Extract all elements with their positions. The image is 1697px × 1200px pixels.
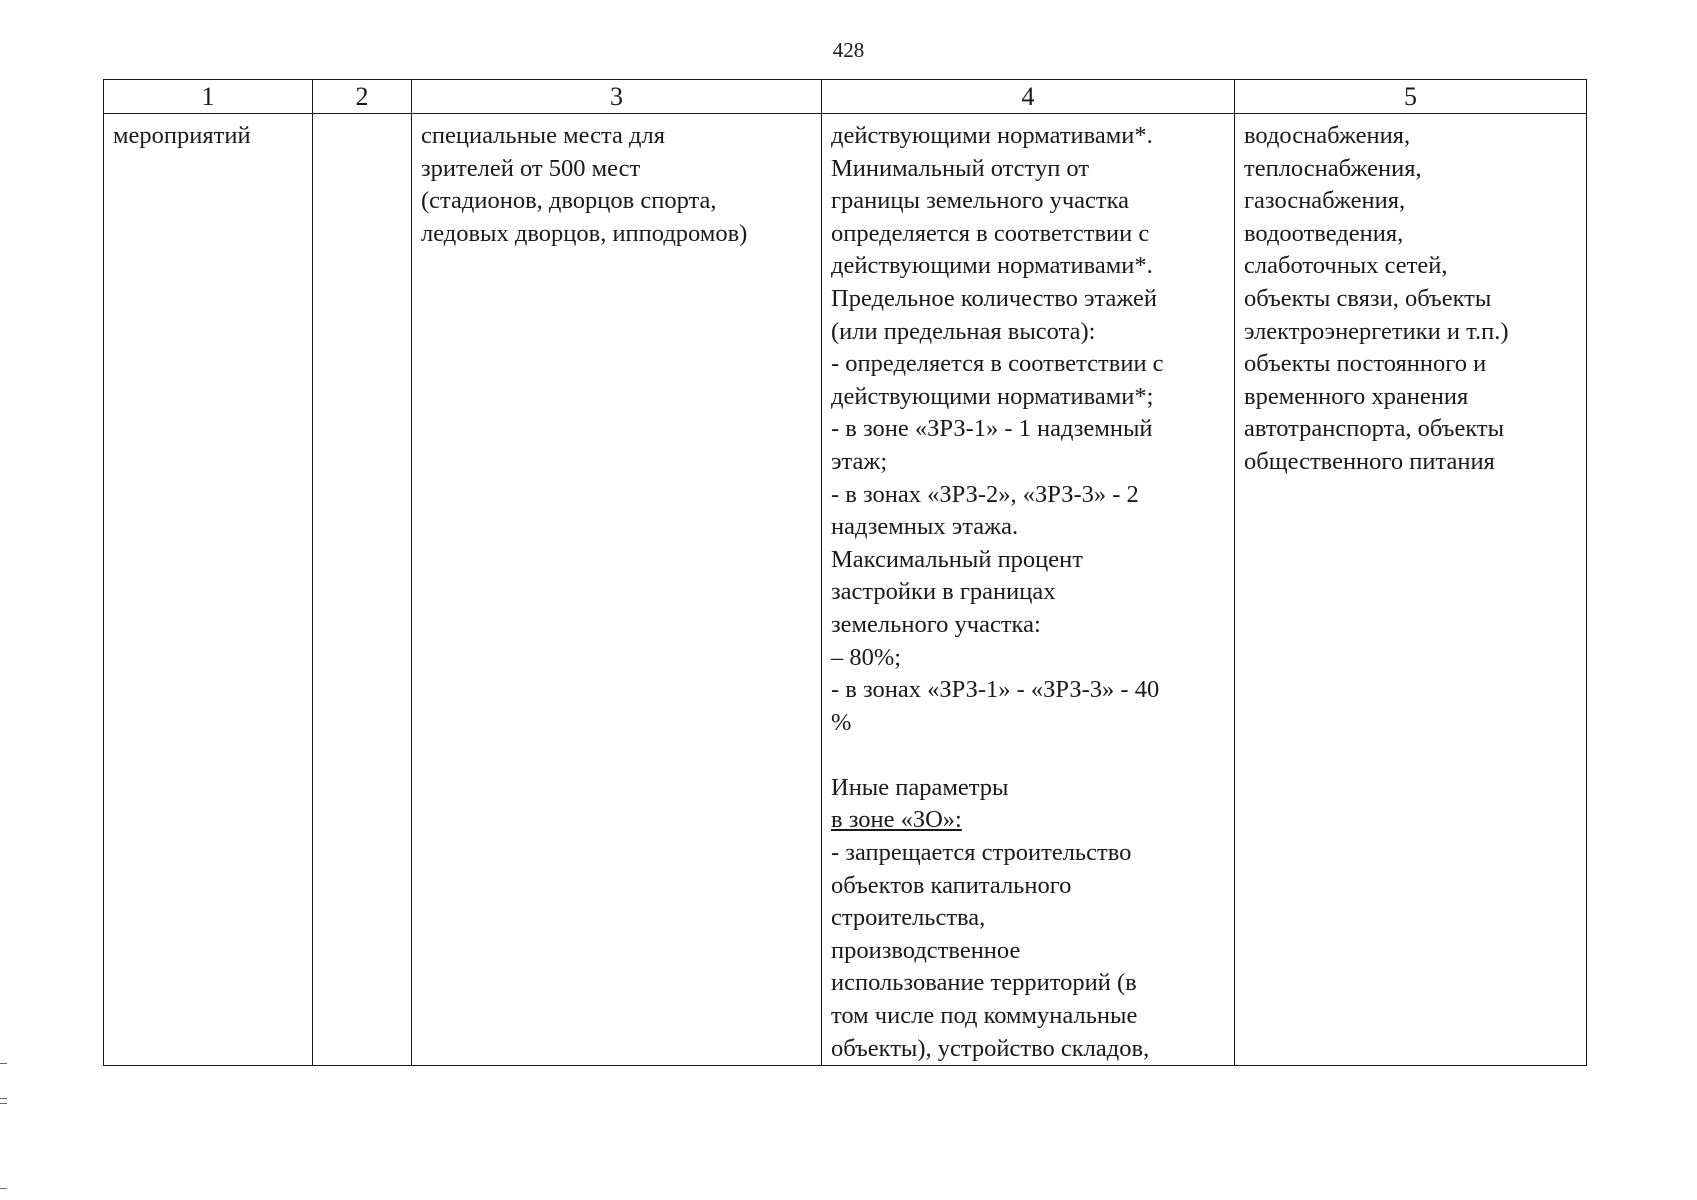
cell-line: ледовых дворцов, ипподромов) xyxy=(421,219,748,247)
cell-line: Иные параметры xyxy=(831,773,1009,801)
cell-line: строительства, xyxy=(831,904,986,932)
cell-col5 xyxy=(1235,114,1587,1066)
cell-line: мероприятий xyxy=(113,122,251,149)
cell-line: водоотведения, xyxy=(1244,219,1404,247)
scan-edge-mark xyxy=(0,1103,7,1104)
page-number: 428 xyxy=(832,38,865,62)
column-header-2: 2 xyxy=(313,80,412,114)
cell-line: объекты постоянного и xyxy=(1244,350,1487,378)
cell-line: использование территорий (в xyxy=(831,969,1137,997)
cell-line: слаботочных сетей, xyxy=(1244,252,1448,280)
cell-col1-text xyxy=(104,114,312,153)
cell-line: том числе под коммунальные xyxy=(831,1002,1138,1030)
cell-line: электроэнергетики и т.п.) xyxy=(1244,317,1509,345)
cell-line: автотранспорта, объекты xyxy=(1244,415,1505,443)
regulations-table xyxy=(103,79,1587,1066)
column-header-5: 5 xyxy=(1235,80,1587,114)
cell-line: (стадионов, дворцов спорта, xyxy=(421,187,717,215)
cell-line: специальные места для xyxy=(421,122,665,149)
cell-line: производственное xyxy=(831,936,1021,964)
cell-line: действующими нормативами*. xyxy=(831,252,1153,280)
cell-line: - в зонах «ЗРЗ-1» - «ЗРЗ-3» - 40 xyxy=(831,676,1160,704)
cell-line: - запрещается строительство xyxy=(831,839,1132,867)
cell-line: определяется в соответствии с xyxy=(831,219,1150,247)
column-header-4: 4 xyxy=(822,80,1235,114)
cell-line: в зоне «ЗО»: xyxy=(831,806,962,834)
cell-line: действующими нормативами*. xyxy=(831,122,1153,149)
cell-line: временного хранения xyxy=(1244,382,1469,410)
cell-col4-text xyxy=(822,114,1234,1065)
cell-line: – 80%; xyxy=(831,643,902,671)
cell-col2 xyxy=(313,114,412,1066)
cell-line: этаж; xyxy=(831,447,888,475)
scan-edge-mark xyxy=(0,1063,7,1064)
cell-col4 xyxy=(822,114,1235,1066)
cell-line: % xyxy=(831,708,852,736)
column-header-3: 3 xyxy=(412,80,822,114)
cell-col5-text xyxy=(1235,114,1586,479)
cell-line: Максимальный процент xyxy=(831,545,1083,573)
cell-line: водоснабжения, xyxy=(1244,122,1411,149)
cell-line: Предельное количество этажей xyxy=(831,284,1157,312)
cell-line: зрителей от 500 мест xyxy=(421,154,641,182)
scan-edge-mark xyxy=(0,1188,7,1189)
cell-line: - в зонах «ЗРЗ-2», «ЗРЗ-3» - 2 xyxy=(831,480,1139,508)
cell-line: застройки в границах xyxy=(831,578,1056,606)
cell-line: общественного питания xyxy=(1244,447,1495,475)
cell-col3 xyxy=(412,114,822,1066)
table-row xyxy=(104,114,1587,1066)
table-header-row xyxy=(104,80,1587,114)
cell-line: объекты), устройство складов, xyxy=(831,1034,1150,1062)
cell-line: объекты связи, объекты xyxy=(1244,284,1492,312)
cell-line: теплоснабжения, xyxy=(1244,154,1422,182)
cell-line: газоснабжения, xyxy=(1244,187,1406,215)
cell-line: (или предельная высота): xyxy=(831,317,1096,345)
scan-edge-mark xyxy=(0,1098,7,1099)
cell-line: - в зоне «ЗРЗ-1» - 1 надземный xyxy=(831,415,1153,443)
cell-line xyxy=(831,739,1226,772)
cell-line: надземных этажа. xyxy=(831,513,1019,541)
cell-line: Минимальный отступ от xyxy=(831,154,1090,182)
cell-col1 xyxy=(104,114,313,1066)
cell-col3-text xyxy=(412,114,821,250)
cell-line: действующими нормативами*; xyxy=(831,382,1154,410)
cell-line: объектов капитального xyxy=(831,871,1072,899)
cell-line: - определяется в соответствии с xyxy=(831,350,1164,378)
cell-line: земельного участка: xyxy=(831,610,1041,638)
cell-col2-text xyxy=(313,114,411,120)
cell-line: границы земельного участка xyxy=(831,187,1130,215)
column-header-1: 1 xyxy=(104,80,313,114)
